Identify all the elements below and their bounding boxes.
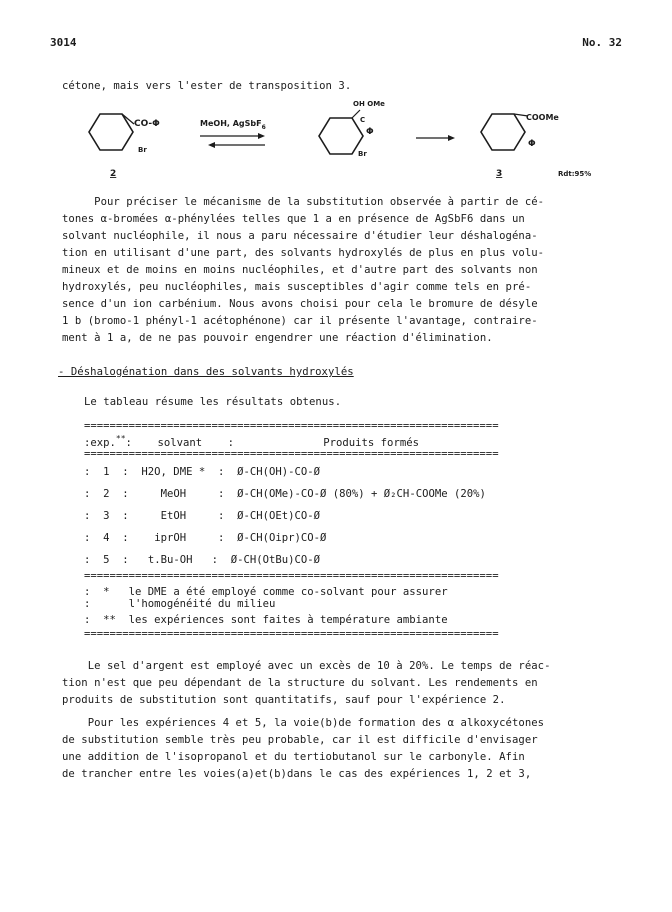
paragraph1-line-3: solvant nucléophile, il nous a paru nécessaire d'étudier leur déshalogéna-: [62, 230, 538, 242]
br-left: Br: [138, 146, 147, 154]
note-1-text-b: l'homogénéité du milieu: [128, 598, 276, 610]
table-row: : 5 : t.Bu-OH : Ø-CH(OtBu)CO-Ø: [84, 554, 321, 566]
phi-right: Φ: [528, 139, 536, 149]
paragraph3-line-4: de trancher entre les voies(a)et(b)dans le cas des expériences 1, 2 et 3,: [62, 768, 532, 780]
paragraph1-line-4: tion en utilisant d'une part, des solvants hydroxylés de plus en plus volu-: [62, 247, 545, 259]
row-4-exp: 4: [103, 532, 110, 544]
results-table: [84, 420, 534, 640]
table-bottom-border: =================================================================: [84, 628, 499, 640]
header-exp-sup: **: [115, 434, 126, 443]
phi-mid: Φ: [366, 127, 374, 137]
paragraph3-line-3: une addition de l'isopropanol et du tertiobutanol sur le carbonyle. Afin: [62, 751, 525, 763]
paragraph1-line-2: tones α-bromées α-phénylées telles que 1 a en présence de AgSbF6 dans un: [62, 213, 525, 225]
paragraph1-line-5: mineux et de moins en moins nucléophiles, et d'autre part des solvants non: [62, 264, 538, 276]
paragraph1-line-8: 1 b (bromo-1 phényl-1 acétophénone) car il présente l'avantage, contraire-: [62, 315, 538, 327]
issue-number: No. 32: [582, 36, 622, 49]
row-5-products: Ø-CH(OtBu)CO-Ø: [230, 554, 321, 566]
header-products: Produits formés: [323, 437, 419, 449]
table-note-1-cont: : l'homogénéité du milieu: [84, 598, 276, 610]
cyclohexane-ring-right: [481, 114, 525, 150]
row-3-solvent: EtOH: [160, 510, 187, 522]
row-1-solvent: H2O, DME *: [141, 466, 206, 478]
row-5-exp: 5: [103, 554, 110, 566]
paragraph2-line-1: Le sel d'argent est employé avec un excès de 10 à 20%. Le temps de réac-: [62, 660, 551, 672]
row-2-exp: 2: [103, 488, 110, 500]
header-exp: exp.: [90, 437, 116, 449]
table-row: : 3 : EtOH : Ø-CH(OEt)CO-Ø: [84, 510, 321, 522]
coome-label: COOMe: [526, 113, 559, 122]
reaction-scheme: [60, 96, 620, 186]
table-row: : 1 : H2O, DME * : Ø-CH(OH)-CO-Ø: [84, 466, 321, 478]
table-note-2: : ** les expériences sont faites à température ambiante: [84, 614, 448, 626]
paragraph1-line-1: Pour préciser le mécanisme de la substitution observée à partir de cé-: [62, 196, 545, 208]
row-4-products: Ø-CH(Oipr)CO-Ø: [237, 532, 327, 544]
note-2-text: les expériences sont faites à température ambiante: [128, 614, 448, 626]
row-4-solvent: iprOH: [154, 532, 187, 544]
paragraph1-line-7: sence d'un ion carbénium. Nous avons choisi pour cela le bromure de désyle: [62, 298, 538, 310]
paragraph2-line-3: produits de substitution sont quantitatifs, sauf pour l'expérience 2.: [62, 694, 506, 706]
row-1-products: Ø-CH(OH)-CO-Ø: [237, 466, 321, 478]
table-top-border: =================================================================: [84, 420, 499, 432]
substituent-left: CO-Φ: [134, 119, 160, 129]
reagent-label: MeOH, AgSbF$_6$: [200, 119, 266, 131]
table-row: : 4 : iprOH : Ø-CH(Oipr)CO-Ø: [84, 532, 327, 544]
table-header-row: :exp.**: solvant : Produits formés: [84, 434, 419, 449]
row-5-solvent: t.Bu-OH: [147, 554, 193, 566]
paragraph2-line-2: tion n'est que peu dépendant de la structure du solvant. Les rendements en: [62, 677, 538, 689]
row-2-products: Ø-CH(OMe)-CO-Ø (80%) + Ø₂CH-COOMe (20%): [237, 488, 486, 500]
row-1-exp: 1: [103, 466, 110, 478]
compound-label-3: 3: [496, 169, 503, 179]
table-header-border: =================================================================: [84, 448, 499, 460]
paragraph1-line-6: hydroxylés, peu nucléophiles, mais susceptibles d'agir comme tels en pré-: [62, 281, 532, 293]
cyclohexane-ring-middle: [319, 116, 366, 154]
br-mid: Br: [358, 150, 367, 158]
row-2-solvent: MeOH: [160, 488, 187, 500]
carbon-mid: C: [360, 116, 366, 124]
table-body-border: =================================================================: [84, 570, 499, 582]
row-3-products: Ø-CH(OEt)CO-Ø: [237, 510, 321, 522]
note-1-mark: *: [103, 586, 110, 598]
cyclohexane-ring-left: [89, 114, 133, 150]
section-heading: - Déshalogénation dans des solvants hydroxylés: [58, 366, 354, 378]
note-2-mark: **: [103, 614, 116, 626]
yield-label: Rdt:95%: [558, 170, 592, 178]
note-1-text-a: le DME a été employé comme co-solvant pour assurer: [128, 586, 448, 598]
row-3-exp: 3: [103, 510, 110, 522]
intro-line: cétone, mais vers l'ester de transposition 3.: [62, 80, 352, 92]
table-intro: Le tableau résume les résultats obtenus.: [84, 396, 342, 408]
page-number: 3014: [50, 36, 77, 49]
paragraph1-line-9: ment à 1 a, de ne pas pouvoir engendrer une réaction d'élimination.: [62, 332, 493, 344]
paragraph3-line-2: de substitution semble très peu probable, car il est difficile d'envisager: [62, 734, 538, 746]
oh-ome-label: OH OMe: [353, 100, 385, 108]
paragraph3-line-1: Pour les expériences 4 et 5, la voie(b)de formation des α alkoxycétones: [62, 717, 545, 729]
compound-label-2: 2: [110, 169, 117, 179]
table-note-1: : * le DME a été employé comme co-solvant pour assurer: [84, 586, 448, 598]
table-row: : 2 : MeOH : Ø-CH(OMe)-CO-Ø (80%) + Ø₂CH-COOMe (20%): [84, 488, 486, 500]
header-solvent: solvant: [157, 437, 203, 449]
